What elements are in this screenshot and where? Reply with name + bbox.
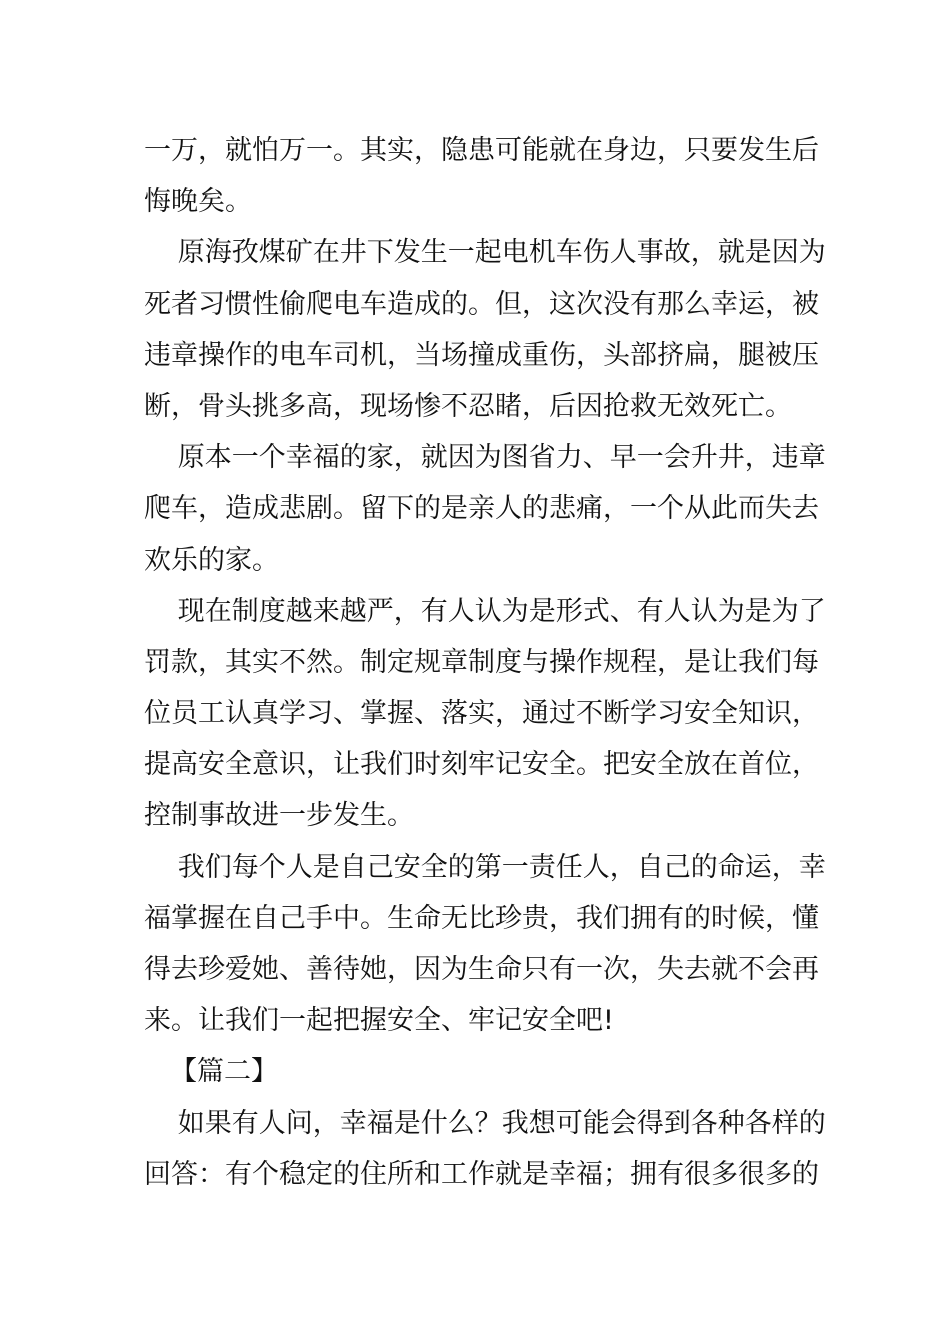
text-line: 原本一个幸福的家，就因为图省力、早一会升井，违章: [177, 442, 826, 474]
text-line: 福掌握在自己手中。生命无比珍贵，我们拥有的时候，懂: [144, 902, 819, 934]
text-line: 欢乐的家。: [144, 544, 279, 576]
text-line: 断，骨头挑多高，现场惨不忍睹，后因抢救无效死亡。: [144, 390, 792, 422]
paragraph-6: [144, 1098, 826, 1200]
paragraph-5: [144, 842, 826, 1047]
section-heading: 【篇二】: [170, 1056, 278, 1088]
text-line: 位员工认真学习、掌握、落实，通过不断学习安全知识，: [144, 698, 819, 730]
paragraph-2: [144, 227, 826, 432]
text-line: 爬车，造成悲剧。留下的是亲人的悲痛，一个从此而失去: [144, 493, 819, 525]
text-line: 现在制度越来越严，有人认为是形式、有人认为是为了: [177, 595, 826, 627]
text-line: 提高安全意识，让我们时刻牢记安全。把安全放在首位，: [144, 749, 819, 781]
text-line: 控制事故进一步发生。: [144, 800, 414, 832]
text-line: 罚款，其实不然。制定规章制度与操作规程，是让我们每: [144, 646, 819, 678]
paragraph-1: [144, 125, 819, 227]
text-line: 我们每个人是自己安全的第一责任人，自己的命运，幸: [177, 851, 826, 883]
text-line: 一万，就怕万一。其实，隐患可能就在身边，只要发生后: [144, 135, 819, 166]
text-line: 来。让我们一起把握安全、牢记安全吧!: [144, 1005, 614, 1037]
paragraph-3: [144, 432, 826, 586]
text-line: 原海孜煤矿在井下发生一起电机车伤人事故，就是因为: [177, 237, 826, 269]
text-line: 死者习惯性偷爬电车造成的。但，这次没有那么幸运，被: [144, 288, 819, 320]
paragraph-4: [144, 586, 826, 842]
text-line: 违章操作的电车司机，当场撞成重伤，头部挤扁，腿被压: [144, 339, 819, 371]
text-line: 回答：有个稳定的住所和工作就是幸福；拥有很多很多的: [144, 1158, 819, 1190]
text-line: 悔晚矣。: [144, 186, 252, 218]
document-body: [144, 125, 826, 1200]
text-line: 如果有人问，幸福是什么？我想可能会得到各种各样的: [177, 1107, 826, 1139]
text-line: 得去珍爱她、善待她，因为生命只有一次，失去就不会再: [144, 954, 819, 985]
section-heading-block: [144, 1046, 794, 1097]
